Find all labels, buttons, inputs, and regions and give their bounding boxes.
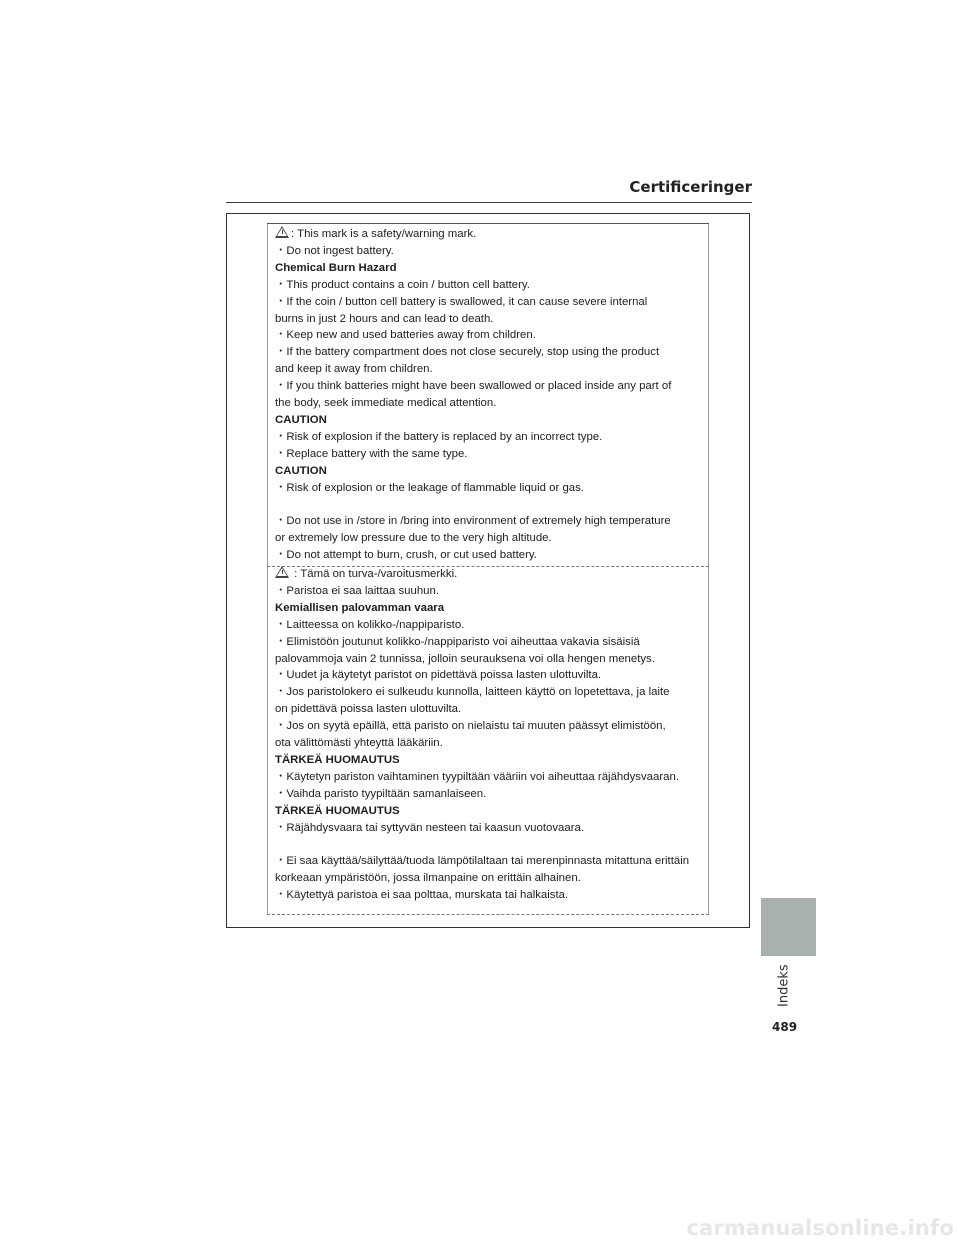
text-line: ・Uudet ja käytetyt paristot on pidettävä poissa lasten ulottuvilta. <box>275 669 602 682</box>
text-line: ・If the coin / button cell battery is swallowed, it can cause severe internal <box>275 295 648 308</box>
text-line: ・Do not ingest battery. <box>275 244 394 257</box>
text-line: ・Räjähdysvaara tai syttyvän nesteen tai kaasun vuotovaara. <box>275 821 584 834</box>
caution-heading: TÄRKEÄ HUOMAUTUS <box>275 753 400 766</box>
warning-triangle-icon <box>275 226 289 238</box>
text-line: ・Replace battery with the same type. <box>275 447 468 460</box>
text-line: ・Vaihda paristo tyypiltään samanlaiseen. <box>275 787 487 800</box>
text-line: on pidettävä poissa lasten ulottuvilta. <box>275 703 462 716</box>
caution-heading: CAUTION <box>275 413 327 426</box>
text-line: ・Jos paristolokero ei sulkeudu kunnolla, laitteen käyttö on lopetettava, ja laite <box>275 686 670 699</box>
text-line: ・Risk of explosion if the battery is replaced by an incorrect type. <box>275 430 603 443</box>
caution-heading: TÄRKEÄ HUOMAUTUS <box>275 804 400 817</box>
index-side-tab[interactable] <box>761 898 816 956</box>
text-line: ・Käytettyä paristoa ei saa polttaa, murskata tai halkaista. <box>275 889 569 902</box>
text-line: ・Keep new and used batteries away from children. <box>275 329 536 342</box>
blank-line <box>275 497 707 514</box>
caution-heading: CAUTION <box>275 464 327 477</box>
text-line: korkeaan ympäristöön, jossa ilmanpaine on erittäin alhainen. <box>275 872 581 885</box>
text-line: ・Risk of explosion or the leakage of flammable liquid or gas. <box>275 481 584 494</box>
text-line: the body, seek immediate medical attention. <box>275 397 497 410</box>
header-divider <box>226 202 752 203</box>
warning-mark-line: : This mark is a safety/warning mark. <box>275 226 707 243</box>
warning-triangle-icon <box>275 566 289 578</box>
text-line: ・Elimistöön joutunut kolikko-/nappiparisto voi aiheuttaa vakavia sisäisiä <box>275 635 640 648</box>
certificate-frame <box>226 213 750 928</box>
label-bottom-rule <box>267 914 709 915</box>
english-warning-section <box>275 226 707 564</box>
warning-mark-line: : Tämä on turva-/varoitusmerkki. <box>275 566 707 583</box>
blank-line <box>275 837 707 854</box>
text-line: and keep it away from children. <box>275 363 433 376</box>
text-line: ・Käytetyn pariston vaihtaminen tyypiltään vääriin voi aiheuttaa räjähdysvaaran. <box>275 770 679 783</box>
label-top-rule <box>267 223 709 224</box>
text-line: ・Jos on syytä epäillä, että paristo on nielaistu tai muuten päässyt elimistöön, <box>275 720 666 733</box>
hazard-heading: Chemical Burn Hazard <box>275 261 397 274</box>
text-line: palovammoja vain 2 tunnissa, jolloin seurauksena voi olla hengen menetys. <box>275 652 655 665</box>
index-tab-label[interactable]: Indeks <box>776 964 792 1008</box>
text-line: ・Paristoa ei saa laittaa suuhun. <box>275 584 439 597</box>
text-line: ・Do not use in /store in /bring into environment of extremely high temperature <box>275 515 671 528</box>
text-line: ・Ei saa käyttää/säilyttää/tuoda lämpötilaltaan tai merenpinnasta mitattuna erittäin <box>275 855 690 868</box>
text-line: ・If the battery compartment does not close securely, stop using the product <box>275 346 660 359</box>
text-line: ・If you think batteries might have been swallowed or placed inside any part of <box>275 380 672 393</box>
text-line: ・This product contains a coin / button cell battery. <box>275 278 530 291</box>
finnish-warning-section <box>275 566 707 904</box>
text-line: burns in just 2 hours and can lead to death. <box>275 312 494 325</box>
text-line: ota välittömästi yhteyttä lääkäriin. <box>275 737 443 750</box>
hazard-heading: Kemiallisen palovamman vaara <box>275 601 445 614</box>
text-line: ・Do not attempt to burn, crush, or cut used battery. <box>275 549 537 562</box>
text-line: or extremely low pressure due to the very high altitude. <box>275 532 552 545</box>
page-number: 489 <box>772 1020 798 1034</box>
section-title: Certificeringer <box>629 178 752 196</box>
site-watermark: carmanualsonline.info <box>686 1216 954 1240</box>
text-line: ・Laitteessa on kolikko-/nappiparisto. <box>275 618 465 631</box>
